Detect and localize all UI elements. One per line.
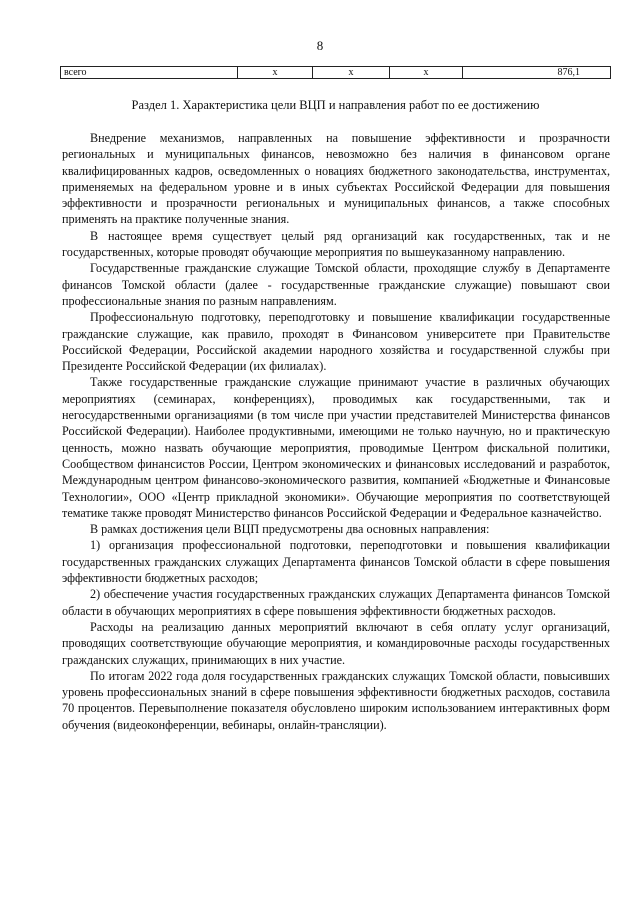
page-number: 8 bbox=[316, 38, 324, 53]
paragraph: В рамках достижения цели ВЦП предусмотрены два основных направления: bbox=[90, 522, 490, 537]
paragraph: Расходы на реализацию данных мероприятий включают в себя оплату услуг организаций, проводящих соответствующие обучающие мероприятия, и командировочные расходы государственных гражданских служащих, принимающих в них участие. bbox=[62, 619, 610, 667]
body-text bbox=[62, 130, 610, 733]
paragraph: В настоящее время существует целый ряд организаций как государственных, так и не государственных, которые проводят обучающие мероприятия по вышеуказанному направлению. bbox=[62, 228, 610, 260]
paragraph: По итогам 2022 года доля государственных гражданских служащих Томской области, повысивших уровень профессиональных знаний в сфере повышения эффективности бюджетных расходов, составила 70 процентов. Перевыполнение показателя обусловлено широким использованием интерактивных форм обучения (видеоконференции, вебинары, онлайн-трансляции). bbox=[62, 668, 610, 732]
paragraph: Также государственные гражданские служащие принимают участие в различных обучающих мероприятиях (семинарах, конференциях), проводимых как государственными, так и негосударственными организациями (в том числе при участии представителей Министерства финансов Российской Федерации). Наиболее продуктивными, имеющими не только научную, но и практическую ценность, можно назвать обучающие мероприятия, проводимые Центром фискальной политики, Сообществом финансистов России, Центром экономических и финансовых исследований и разработок, Международным центром финансово-экономического развития, компанией «Бюджетные и Финансовые Технологии», ООО «Центр прикладной экономики». Обучающие мероприятия по соответствующей тематике также проводят Министерство финансов Российской Федерации и Федеральное казначейство. bbox=[62, 375, 610, 520]
total-table bbox=[60, 66, 611, 79]
table-cell: х bbox=[390, 67, 463, 79]
section-heading: Раздел 1. Характеристика цели ВЦП и направления работ по ее достижению bbox=[131, 98, 540, 112]
table-cell: х bbox=[238, 67, 313, 79]
table-row bbox=[61, 67, 611, 79]
paragraph: 2) обеспечение участия государственных гражданских служащих Департамента финансов Томской области в обучающих мероприятиях в сфере повышения эффективности бюджетных расходов. bbox=[62, 587, 610, 618]
paragraph: Внедрение механизмов, направленных на повышение эффективности и прозрачности региональных и муниципальных финансов, невозможно без наличия в финансовом органе квалифицированных кадров, осведомленных о новациях бюджетного законодательства, инструментах, применяемых на федеральном уровне и в иных субъектах Российской Федерации для повышения эффективности и прозрачности региональных и муниципальных финансов, а также способных применять на практике полученные знания. bbox=[62, 131, 610, 227]
total-label-cell: всего bbox=[61, 67, 238, 79]
paragraph: Государственные гражданские служащие Томской области, проходящие службу в Департаменте финансов Томской области (далее - государственные гражданские служащие) повышают свои профессиональные знания по разным направлениям. bbox=[62, 261, 610, 308]
total-value-cell: 876,1 bbox=[463, 67, 611, 79]
paragraph: Профессиональную подготовку, переподготовку и повышение квалификации государственные гражданские служащие, как правило, проходят в Финансовом университете при Правительстве Российской Федерации, Российской академии народного хозяйства и государственной службы при Президенте Российской Федерации (их филиалах). bbox=[62, 310, 610, 374]
paragraph: 1) организация профессиональной подготовки, переподготовки и повышения квалификации государственных гражданских служащих Департамента финансов Томской области в сфере повышения эффективности бюджетных расходов; bbox=[62, 538, 610, 586]
table-cell: х bbox=[313, 67, 390, 79]
